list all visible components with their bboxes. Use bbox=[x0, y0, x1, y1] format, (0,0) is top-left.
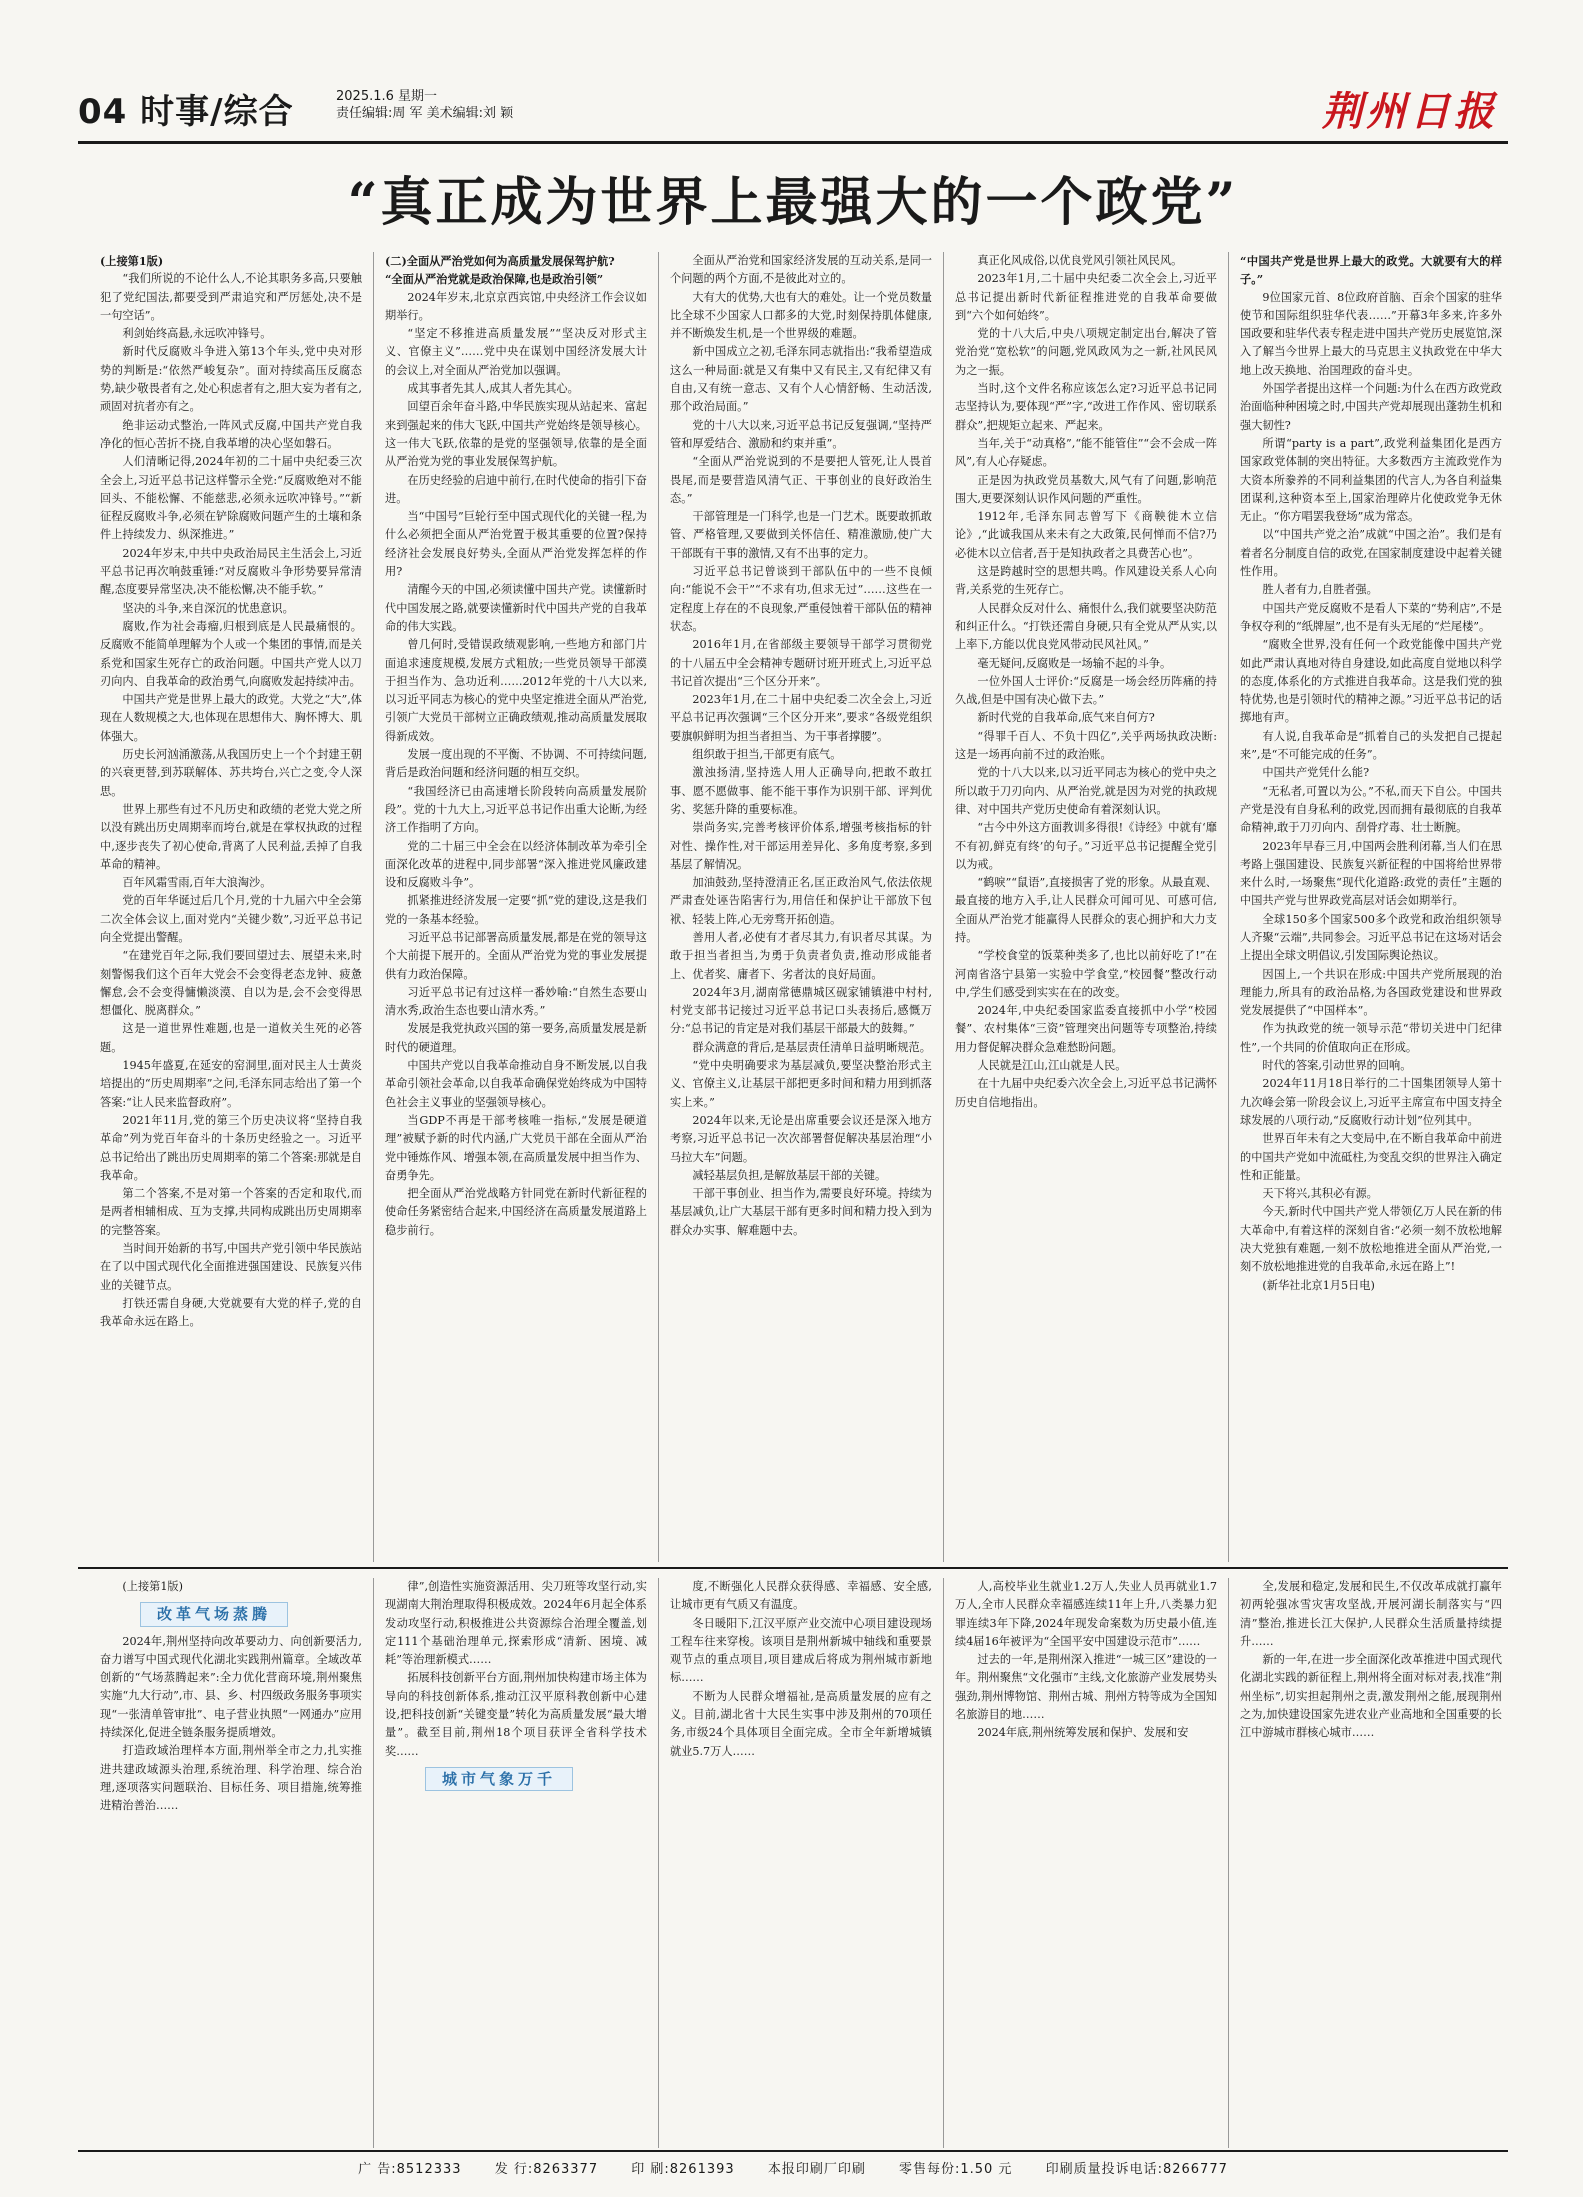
paragraph: 抓紧推进经济发展一定要“抓”党的建设,这是我们党的一条基本经验。 bbox=[385, 894, 647, 926]
paragraph: “学校食堂的饭菜种类多了,也比以前好吃了!”在河南省洛宁县第一实验中学食堂,“校园餐”整改行动中,学生们感受到实实在在的改变。 bbox=[955, 949, 1217, 999]
paragraph: 2024年底,荆州统筹发展和保护、发展和安 bbox=[977, 1726, 1189, 1740]
paragraph: 2023年早春三月,中国两会胜利闭幕,当人们在思考路上强国建设、民族复兴新征程的中国将给世界带来什么时,一场聚焦“现代化道路:政党的责任”主题的中国共产党与世界政党高层对话会如期举行。 bbox=[1240, 839, 1502, 908]
paragraph: 正是因为执政党员基数大,风气有了问题,影响范围大,更要深刻认识作风问题的严重性。 bbox=[955, 473, 1217, 505]
paragraph: 当“中国号”巨轮行至中国式现代化的关键一程,为什么必须把全面从严治党置于极其重要的位置?保持经济社会发展良好势头,全面从严治党发挥怎样的作用? bbox=[385, 510, 647, 579]
paragraph: 减轻基层负担,是解放基层干部的关键。 bbox=[692, 1168, 887, 1182]
column-divider bbox=[658, 252, 659, 1562]
paragraph: 今天,新时代中国共产党人带领亿万人民在新的伟大革命中,有着这样的深刻自省:“必须一刻不放松地解决大党独有难题,一刻不放松地推进全面从严治党,一刻不放松地推进党的自我革命,永远在路上”! bbox=[1240, 1205, 1502, 1274]
paragraph: 2016年1月,在省部级主要领导干部学习贯彻党的十八届五中全会精神专题研讨班开班式上,习近平总书记首次提出“三个区分开来”。 bbox=[670, 638, 932, 688]
subsection-tag: 改革气场蒸腾 bbox=[140, 1602, 288, 1626]
paragraph: 新时代反腐败斗争进入第13个年头,党中央对形势的判断是:“依然严峻复杂”。面对持续高压反腐态势,缺少敬畏者有之,处心积虑者有之,胆大妄为者有之,顽固对抗者亦有之。 bbox=[100, 345, 362, 414]
paragraph: 当时,这个文件名称应该怎么定?习近平总书记同志坚持认为,要体现“严”字,“改进工作作风、密切联系群众”,把规矩立起来、严起来。 bbox=[955, 382, 1217, 432]
paragraph: “坚定不移推进高质量发展”“坚决反对形式主义、官僚主义”……党中央在谋划中国经济发展大计的会议上,对全面从严治党加以强调。 bbox=[385, 327, 647, 377]
page-footer bbox=[78, 2158, 1508, 2177]
paragraph: 9位国家元首、8位政府首脑、百余个国家的驻华使节和国际组织驻华代表……”开幕3年多来,许多外国政要和驻华代表专程走进中国共产党历史展览馆,深入了解当今世界上最大的马克思主义执政党在中华大地上改天换地、治国理政的奋斗史。 bbox=[1240, 290, 1502, 377]
paragraph: 当GDP不再是干部考核唯一指标,“发展是硬道理”被赋予新的时代内涵,广大党员干部在全面从严治党中锤炼作风、增强本领,在高质量发展中担当作为、奋勇争先。 bbox=[385, 1113, 647, 1182]
paragraph: 2024年岁末,北京京西宾馆,中央经济工作会议如期举行。 bbox=[385, 290, 647, 322]
paragraph: 全,发展和稳定,发展和民生,不仅改革成就打赢年初两轮强冰雪灾害攻坚战,开展河湖长制落实与“四清”整治,推进长江大保护,人民群众生活质量持续提升…… bbox=[1240, 1580, 1502, 1648]
paragraph: 一位外国人士评价:“反腐是一场会经历阵痛的持久战,但是中国有决心做下去。” bbox=[955, 674, 1217, 707]
paragraph: 当时间开始新的书写,中国共产党引领中华民族站在了以中国式现代化全面推进强国建设、民族复兴伟业的关键节点。 bbox=[100, 1242, 362, 1292]
paragraph: 干部管理是一门科学,也是一门艺术。既要敢抓敢管、严格管理,又要做到关怀信任、精准激励,使广大干部既有干事的激情,又有不出事的定力。 bbox=[670, 510, 932, 560]
subheading: (二)全面从严治党如何为高质量发展保驾护航? bbox=[385, 254, 615, 268]
paragraph: 新中国成立之初,毛泽东同志就指出:“我希望造成这么一种局面:就是又有集中又有民主,又有纪律又有自由,又有统一意志、又有个人心情舒畅、生动活泼,那个政治局面。” bbox=[670, 345, 932, 414]
paragraph: 这是一道世界性难题,也是一道攸关生死的必答题。 bbox=[100, 1022, 362, 1054]
issue-date: 2025.1.6 星期一 bbox=[336, 89, 438, 104]
subheading: (上接第1版) bbox=[100, 254, 164, 268]
paragraph: 这是跨越时空的思想共鸣。作风建设关系人心向背,关系党的生死存亡。 bbox=[955, 565, 1217, 597]
paragraph: 有人说,自我革命是“抓着自己的头发把自己提起来”,是“不可能完成的任务”。 bbox=[1240, 729, 1502, 762]
paragraph: 所谓“party is a part”,政党利益集团化是西方国家政党体制的突出特征。大多数西方主流政党作为大资本所豢养的不同利益集团的代言人,为各自利益集团谋利,这种资本至上,国家治理碎片化使政党争无休无止。“你方唱罢我登场”成为常态。 bbox=[1240, 436, 1502, 524]
paragraph: 律”,创造性实施资源活用、尖刀班等攻坚行动,实现湖南大荆治理取得积极成效。2024年6月起全体系发动攻坚行动,积极推进公共资源综合治理全覆盖,划定111个基础治理单元,探索形成“清新、困境、减耗”等治理新模式…… bbox=[385, 1580, 647, 1667]
paragraph: 打造政域治理样本方面,荆州举全市之力,扎实推进共建政域源头治理,系统治理、科学治理、综合治理,逐项落实问题联治、目标任务、项目措施,统筹推进精治善治…… bbox=[100, 1744, 362, 1813]
paragraph: 打铁还需自身硬,大党就要有大党的样子,党的自我革命永远在路上。 bbox=[100, 1296, 362, 1329]
article-column-3 bbox=[670, 252, 932, 1562]
paragraph: 回望百余年奋斗路,中华民族实现从站起来、富起来到强起来的伟大飞跃,中国共产党始终是领导核心。这一伟大飞跃,依靠的是党的坚强领导,依靠的是全面从严治党为党的事业发展保驾护航。 bbox=[385, 400, 647, 469]
paragraph: 作为执政党的统一领导示范“带切关进中门纪律性”,一个共同的价值取向正在形成。 bbox=[1240, 1022, 1502, 1054]
paragraph: 2024年岁末,中共中央政治局民主生活会上,习近平总书记再次响鼓重锤:“对反腐败斗争形势要异常清醒,态度要异常坚决,决不能松懈,决不能手软。” bbox=[100, 546, 362, 597]
paragraph: 不断为人民群众增福祉,是高质量发展的应有之义。目前,湖北省十大民生实事中涉及荆州的70项任务,市级24个具体项目全面完成。全市全年新增城镇就业5.7万人…… bbox=[670, 1689, 932, 1758]
paragraph: 历史长河汹涌激荡,从我国历史上一个个封建王朝的兴衰更替,到苏联解体、苏共垮台,兴亡之变,令人深思。 bbox=[100, 748, 362, 798]
column-divider bbox=[373, 252, 374, 1562]
paragraph: “鹤唳”“鼠语”,直接损害了党的形象。从最直观、最直接的地方入手,让人民群众可闻可见、可感可信,全面从严治党才能赢得人民群众的衷心拥护和大力支持。 bbox=[955, 876, 1217, 944]
paragraph: 曾几何时,受错误政绩观影响,一些地方和部门片面追求速度规模,发展方式粗放;一些党员领导干部漠于担当作为、急功近利……2012年党的十八大以来,以习近平同志为核心的党中央坚定推进全面从严治党,引领广大党员干部树立正确政绩观,推动高质量发展取得新成效。 bbox=[385, 638, 647, 743]
paragraph: 外国学者提出这样一个问题:为什么在西方政党政治面临种种困境之时,中国共产党却展现出蓬勃生机和强大韧性? bbox=[1240, 382, 1502, 432]
paragraph: 党的二十届三中全会在以经济体制改革为牵引全面深化改革的进程中,同步部署“深入推进党风廉政建设和反腐败斗争”。 bbox=[385, 839, 647, 890]
paragraph: 组织敢于担当,干部更有底气。 bbox=[692, 748, 842, 762]
footer-divider bbox=[78, 2150, 1508, 2152]
paragraph: 在历史经验的启迪中前行,在时代使命的指引下奋进。 bbox=[385, 473, 647, 505]
paragraph: (新华社北京1月5日电) bbox=[1262, 1278, 1375, 1292]
paragraph: 新的一年,在进一步全面深化改革推进中国式现代化湖北实践的新征程上,荆州将全面对标对表,找准“荆州坐标”,切实担起荆州之责,激发荆州之能,展现荆州之为,加快建设国家先进农业产业高地和全国重要的长江中游城市群核心城市…… bbox=[1240, 1653, 1502, 1740]
paragraph: 中国共产党是世界上最大的政党。大党之“大”,体现在人数规模之大,也体现在思想伟大、胸怀博大、肌体强大。 bbox=[100, 693, 362, 743]
paragraph: “无私者,可置以为公。”不私,而天下自公。中国共产党是没有自身私利的政党,因而拥有最彻底的自我革命精神,敢于刀刃向内、刮骨疗毒、壮士断腕。 bbox=[1240, 784, 1502, 835]
paragraph: 绝非运动式整治,一阵风式反腐,中国共产党自我净化的恒心苦折不挠,自我革增的决心坚如磐石。 bbox=[100, 418, 362, 450]
article-column-5 bbox=[1240, 252, 1502, 1562]
lower-column-4 bbox=[955, 1578, 1217, 2148]
paragraph: 2024年,荆州坚持向改革要动力、向创新要活力,奋力谱写中国式现代化湖北实践荆州篇章。全域改革创新的“气场蒸腾起来”:全力优化营商环境,荆州聚焦实施“九大行动”,市、县、乡、村四级政务服务事项实现“一张清单管审批”、电子营业执照“一网通办”应用持续深化,促进全链条服务提质增效。 bbox=[100, 1634, 362, 1740]
paragraph: 大有大的优势,大也有大的难处。让一个党员数量比全球不少国家人口都多的大党,时刻保持肌体健康,并不断焕发生机,是一个世界级的难题。 bbox=[670, 290, 932, 341]
subheading: “中国共产党是世界上最大的政党。大就要有大的样子。” bbox=[1240, 254, 1502, 287]
paragraph: “全面从严治党说到的不是要把人管死,让人畏首畏尾,而是要营造风清气正、干事创业的良好政治生态。” bbox=[670, 455, 932, 505]
paragraph: 腐败,作为社会毒瘤,归根到底是人民最痛恨的。反腐败不能简单理解为个人或一个集团的事情,而是关系党和国家生死存亡的政治问题。中国共产党人以刀刃向内、自我革命的政治勇气,向腐败发起持续冲击。 bbox=[100, 619, 362, 688]
paragraph: 世界上那些有过不凡历史和政绩的老党大党之所以没有跳出历史周期率而垮台,就是在掌权执政的过程中,逐步丧失了初心使命,背离了人民利益,丢掉了自我革命的精神。 bbox=[100, 802, 362, 871]
paragraph: 2024年3月,湖南常德鼎城区砚家铺镇港中村村,村党支部书记接过习近平总书记口头表扬后,感慨万分:“总书记的肯定是对我们基层干部最大的鼓舞。” bbox=[670, 985, 932, 1036]
lower-column-3 bbox=[670, 1578, 932, 2148]
distribution-phone: 发 行:8263377 bbox=[494, 2162, 599, 2177]
paragraph: 1945年盛夏,在延安的窑洞里,面对民主人士黄炎培提出的“历史周期率”之问,毛泽东同志给出了第一个答案:“让人民来监督政府”。 bbox=[100, 1059, 362, 1109]
paragraph: “党中央明确要求为基层减负,要坚决整治形式主义、官僚主义,让基层干部把更多时间和精力用到抓落实上来。” bbox=[670, 1059, 932, 1109]
paragraph: 在十九届中央纪委六次全会上,习近平总书记满怀历史自信地指出。 bbox=[955, 1077, 1217, 1109]
page-header bbox=[78, 84, 1508, 136]
lower-column-2 bbox=[385, 1578, 647, 2148]
paragraph: 2024年,中央纪委国家监委直接抓中小学“校园餐”、农村集体“三资”管理突出问题等专项整治,持续用力督促解决群众急难愁盼问题。 bbox=[955, 1004, 1217, 1054]
paragraph: 以“中国共产党之治”成就“中国之治”。我们是有着者名分制度自信的政党,在国家制度建设中起着关键性作用。 bbox=[1240, 528, 1502, 579]
paragraph: 清醒今天的中国,必须读懂中国共产党。读懂新时代中国发展之路,就要读懂新时代中国共产党的自我革命的伟大实践。 bbox=[385, 583, 647, 633]
paragraph: 2023年1月,在二十届中央纪委二次全会上,习近平总书记再次强调“三个区分开来”,要求“各级党组织要旗帜鲜明为担当者担当、为干事者撑腰”。 bbox=[670, 693, 932, 743]
section-title: 04 时事/综合 bbox=[78, 92, 294, 132]
paragraph: 人民群众反对什么、痛恨什么,我们就要坚决防范和纠正什么。“打铁还需自身硬,只有全党从严从实,以上率下,方能以优良党风带动民风社风。” bbox=[955, 601, 1217, 652]
column-divider bbox=[1228, 1578, 1229, 2148]
paragraph: 当年,关于“动真格”,“能不能管住”“会不会成一阵风”,有人心存疑虑。 bbox=[955, 436, 1217, 469]
column-divider bbox=[943, 252, 944, 1562]
column-divider bbox=[658, 1578, 659, 2148]
column-divider bbox=[373, 1578, 374, 2148]
paragraph: 崇尚务实,完善考核评价体系,增强考核指标的针对性、操作性,对干部运用差异化、多角度考察,多到基层了解情况。 bbox=[670, 821, 932, 871]
paragraph: 百年风霜雪雨,百年大浪淘沙。 bbox=[122, 876, 272, 890]
paragraph: 习近平总书记有过这样一番妙喻:“自然生态要山清水秀,政治生态也要山清水秀。” bbox=[385, 985, 647, 1018]
paragraph: 善用人者,必使有才者尽其力,有识者尽其谋。为敢于担当者担当,为勇于负责者负责,推动形成能者上、优者奖、庸者下、劣者汰的良好局面。 bbox=[670, 930, 932, 981]
retail-price: 零售每份:1.50 元 bbox=[898, 2162, 1013, 2177]
paragraph: 2023年1月,二十届中央纪委二次全会上,习近平总书记提出新时代新征程推进党的自我革命要做到“六个如何始终”。 bbox=[955, 272, 1217, 322]
masthead-logo: 荆州日报 bbox=[1322, 88, 1498, 135]
paragraph: “我国经济已由高速增长阶段转向高质量发展阶段”。党的十九大上,习近平总书记作出重大论断,为经济工作指明了方向。 bbox=[385, 784, 647, 835]
paragraph: 党的十八大以来,习近平总书记反复强调,“坚持严管和厚爱结合、激励和约束并重”。 bbox=[670, 418, 932, 450]
paragraph: “腐败全世界,没有任何一个政党能像中国共产党如此严肃认真地对待自身建设,如此高度自觉地以科学的态度,体系化的方式推进自我革命。这是我们党的独特优势,也是引领时代的精神之源。”习近平总书记的话掷地有声。 bbox=[1240, 638, 1502, 725]
ad-phone: 广 告:8512333 bbox=[358, 2162, 462, 2177]
paragraph: 2024年11月18日举行的二十国集团领导人第十九次峰会第一阶段会议上,习近平主席宣布中国支持全球发展的八项行动,“反腐败行动计划”位列其中。 bbox=[1240, 1077, 1502, 1127]
paragraph: 加油鼓劲,坚持澄清正名,匡正政治风气,依法依规严肃查处诬告陷害行为,用信任和保护让干部放下包袱、轻装上阵,心无旁骛开拓创造。 bbox=[670, 876, 932, 926]
paragraph: 干部干事创业、担当作为,需要良好环境。持续为基层减负,让广大基层干部有更多时间和精力投入到为群众办实事、解难题中去。 bbox=[670, 1187, 932, 1237]
paragraph: 把全面从严治党战略方针同党在新时代新征程的使命任务紧密结合起来,中国经济在高质量发展道路上稳步前行。 bbox=[385, 1187, 647, 1237]
lower-article bbox=[100, 1578, 1508, 2148]
paragraph: 时代的答案,引动世界的回响。 bbox=[1262, 1059, 1412, 1073]
section-divider bbox=[78, 1567, 1508, 1569]
paragraph: 2021年11月,党的第三个历史决议将“坚持自我革命”列为党百年奋斗的十条历史经验之一。习近平总书记给出了跳出历史周期率的第二个答案:那就是自我革命。 bbox=[100, 1113, 362, 1182]
printing-phone: 印 刷:8261393 bbox=[631, 2162, 735, 2177]
paragraph: 中国共产党反腐败不是看人下菜的“势利店”,不是争权夺利的“纸牌屋”,也不是有头无尾的“烂尾楼”。 bbox=[1240, 601, 1502, 633]
paragraph: 全面从严治党和国家经济发展的互动关系,是同一个问题的两个方面,不是彼此对立的。 bbox=[670, 254, 932, 286]
paragraph: 发展一度出现的不平衡、不协调、不可持续问题,背后是政治问题和经济问题的相互交织。 bbox=[385, 748, 647, 780]
lower-column-1 bbox=[100, 1578, 362, 2148]
paragraph: 世界百年未有之大变局中,在不断自我革命中前进的中国共产党如中流砥柱,为变乱交织的世界注入确定性和正能量。 bbox=[1240, 1132, 1502, 1182]
lower-column-5 bbox=[1240, 1578, 1502, 2148]
paragraph: 坚决的斗争,来自深沉的忧患意识。 bbox=[122, 601, 294, 615]
paragraph: 2024年以来,无论是出席重要会议还是深入地方考察,习近平总书记一次次部署督促解决基层治理“小马拉大车”问题。 bbox=[670, 1113, 932, 1164]
paragraph: 拓展科技创新平台方面,荆州加快构建市场主体为导向的科技创新体系,推动江汉平原科教创新中心建设,把科技创新“关键变量”转化为高质量发展“最大增量”。截至目前,荆州18个项目获评全省科学技术奖…… bbox=[385, 1671, 647, 1758]
paragraph: 激浊扬清,坚持选人用人正确导向,把敢不敢扛事、愿不愿做事、能不能干事作为识别干部、评判优劣、奖惩升降的重要标准。 bbox=[670, 766, 932, 816]
article-column-4 bbox=[955, 252, 1217, 1562]
paragraph: 党的百年华诞过后几个月,党的十九届六中全会第二次全体会议上,面对党内“关键少数”,习近平总书记向全党提出警醒。 bbox=[100, 894, 362, 944]
column-divider bbox=[1228, 252, 1229, 1562]
header-divider bbox=[78, 141, 1508, 144]
article-body bbox=[100, 252, 1508, 1562]
paragraph: “在建党百年之际,我们要回望过去、展望未来,时刻警惕我们这个百年大党会不会变得老态龙钟、疲惫懈怠,会不会变得慵懒淡漠、自以为是,会不会变得思想僵化、脱离群众。” bbox=[100, 949, 362, 1018]
paragraph: 因国上,一个共识在形成:中国共产党所展现的治理能力,所具有的政治品格,为各国政党建设和世界政党发展提供了“中国样本”。 bbox=[1240, 967, 1502, 1018]
paragraph: 人们清晰记得,2024年初的二十届中央纪委三次全会上,习近平总书记这样警示全党:“反腐败绝对不能回头、不能松懈、不能慈悲,必须永远吹冲锋号。”“新征程反腐败斗争,必须在铲除腐败问题产生的土壤和条件上持续发力、纵深推进。” bbox=[100, 455, 362, 542]
paragraph: 人,高校毕业生就业1.2万人,失业人员再就业1.7万人,全市人民群众幸福感连续11年上升,八类暴力犯罪连续3年下降,2024年现发命案数为历史最小值,连续4届16年被评为“全国平安中国建设示范市”…… bbox=[955, 1580, 1217, 1648]
complaint-hotline: 印刷质量投诉电话:8266777 bbox=[1045, 2162, 1228, 2177]
paragraph: 度,不断强化人民群众获得感、幸福感、安全感,让城市更有气质又有温度。 bbox=[670, 1580, 932, 1612]
paragraph: 发展是我党执政兴国的第一要务,高质量发展是新时代的硬道理。 bbox=[385, 1022, 647, 1054]
paragraph: 第二个答案,不是对第一个答案的否定和取代,而是两者相辅相成、互为支撑,共同构成跳出历史周期率的完整答案。 bbox=[100, 1187, 362, 1237]
paragraph: 新时代党的自我革命,底气来自何方? bbox=[977, 711, 1155, 725]
paragraph: 党的十八大以来,以习近平同志为核心的党中央之所以敢于刀刃向内、从严治党,就是因为对党的执政规律、对中国共产党历史使命有着深刻认识。 bbox=[955, 766, 1217, 816]
subheading: “全面从严治党就是政治保障,也是政治引领” bbox=[385, 272, 604, 287]
paragraph: 人民就是江山,江山就是人民。 bbox=[977, 1059, 1127, 1073]
main-headline: “真正成为世界上最强大的一个政党” bbox=[347, 172, 1239, 233]
paragraph: 党的十八大后,中央八项规定制定出台,解决了管党治党“宽松软”的问题,党风政风为之一新,社风民风为之一振。 bbox=[955, 327, 1217, 377]
paragraph: “得罪千百人、不负十四亿”,关乎两场执政决断:这是一场再向前不过的政治账。 bbox=[955, 729, 1217, 762]
paragraph: (上接第1版) bbox=[122, 1580, 183, 1593]
paragraph: 中国共产党以自我革命推动自身不断发展,以自我革命引领社会革命,以自我革命确保党始终成为中国特色社会主义事业的坚强领导核心。 bbox=[385, 1059, 647, 1109]
paragraph: 胜人者有力,自胜者强。 bbox=[1262, 583, 1378, 597]
paragraph: 真正化风成俗,以优良党风引领社风民风。 bbox=[977, 254, 1183, 267]
paragraph: 习近平总书记曾谈到干部队伍中的一些不良倾向:“能说不会干”“不求有功,但求无过”……这些在一定程度上存在的不良现象,严重侵蚀着干部队伍的精神状态。 bbox=[670, 565, 932, 633]
paragraph: 成其事者先其人,成其人者先其心。 bbox=[407, 382, 579, 396]
column-divider bbox=[943, 1578, 944, 2148]
paragraph: 冬日暖阳下,江汉平原产业交流中心项目建设现场工程车往来穿梭。该项目是荆州新城中轴线和重要景观节点的重点项目,项目建成后将成为荆州城市新地标…… bbox=[670, 1616, 932, 1685]
editor-credits: 责任编辑:周 军 美术编辑:刘 颖 bbox=[336, 106, 514, 121]
paragraph: 1912年,毛泽东同志曾写下《商鞅徙木立信论》,“此诚我国从来未有之大政策,民何惮而不信?乃必徙木以立信者,吾于是知执政者之具费苦心也”。 bbox=[955, 510, 1217, 560]
paragraph: 全球150多个国家500多个政党和政治组织领导人齐聚“云端”,共同参会。习近平总书记在这场对话会上提出全球文明倡议,引发国际舆论热议。 bbox=[1240, 912, 1502, 963]
paragraph: 群众满意的背后,是基层责任清单日益明晰规范。 bbox=[692, 1040, 931, 1054]
paragraph: 毫无疑问,反腐败是一场输不起的斗争。 bbox=[977, 656, 1172, 670]
paragraph: “古今中外这方面教训多得很!《诗经》中就有‘靡不有初,鲜克有终’的句子。”习近平总书记提醒全党引以为戒。 bbox=[955, 821, 1217, 871]
article-column-1 bbox=[100, 252, 362, 1562]
paragraph: “我们所说的不论什么人,不论其职务多高,只要触犯了党纪国法,都要受到严肃追究和严厉惩处,决不是一句空话”。 bbox=[100, 272, 362, 322]
paragraph: 利剑始终高悬,永远吹冲锋号。 bbox=[122, 327, 272, 341]
paragraph: 天下将兴,其积必有源。 bbox=[1262, 1187, 1378, 1201]
printer-name: 本报印刷厂印刷 bbox=[767, 2162, 866, 2177]
paragraph: 中国共产党凭什么能? bbox=[1262, 766, 1370, 780]
article-column-2 bbox=[385, 252, 647, 1562]
paragraph: 习近平总书记部署高质量发展,都是在党的领导这个大前提下展开的。全面从严治党为党的事业发展提供有力政治保障。 bbox=[385, 930, 647, 981]
paragraph: 过去的一年,是荆州深入推进“一城三区”建设的一年。荆州聚焦“文化强市”主线,文化旅游产业发展势头强劲,荆州博物馆、荆州古城、荆州方特等成为全国知名旅游目的地…… bbox=[955, 1653, 1217, 1722]
subsection-tag: 城市气象万千 bbox=[425, 1767, 573, 1791]
